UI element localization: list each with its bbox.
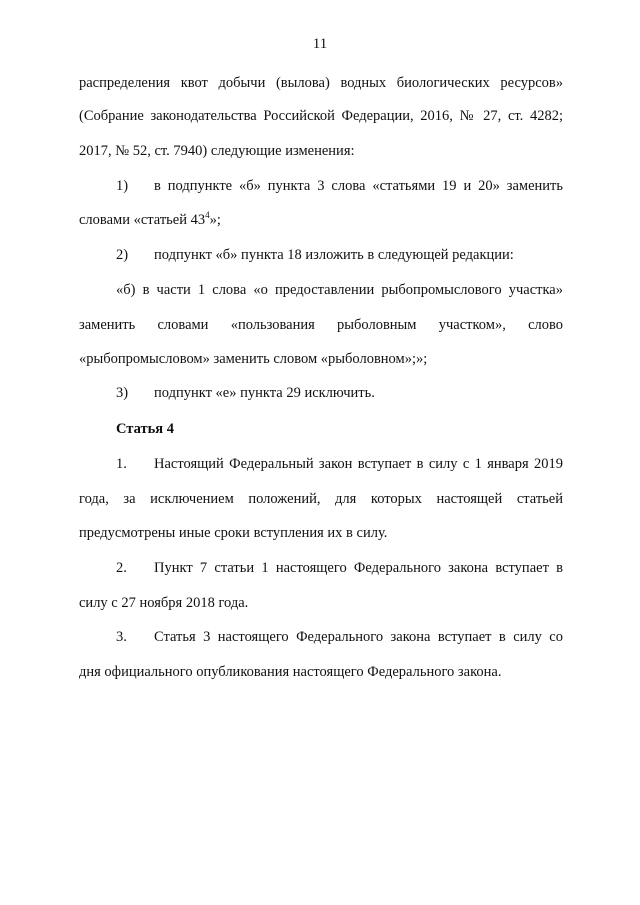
page-number: 11 <box>312 36 328 52</box>
quote-line: «б) в части 1 слова «о предоставлении рыбопромыслового участка» <box>116 282 563 298</box>
list-item-text: подпункт «е» пункта 29 исключить. <box>154 385 375 401</box>
quote-line: «рыбопромысловом» заменить словом «рыболовном»;»; <box>79 351 428 367</box>
list-item-text: Статья 3 настоящего Федерального закона вступает в силу со <box>154 629 563 645</box>
quote-line: заменить словами «пользования рыболовным участком», слово <box>79 317 563 333</box>
text-fragment: »; <box>209 212 221 228</box>
list-item-text: Пункт 7 статьи 1 настоящего Федерального закона вступает в <box>154 560 563 576</box>
paragraph-line: распределения квот добычи (вылова) водных биологических ресурсов» <box>79 75 563 91</box>
list-item-number: 3. <box>116 629 127 645</box>
list-item-text: в подпункте «б» пункта 3 слова «статьями 19 и 20» заменить <box>154 178 563 194</box>
text-fragment: словами «статьей 43 <box>79 212 206 228</box>
list-item-text: подпункт «б» пункта 18 изложить в следующей редакции: <box>154 247 514 263</box>
paragraph-line: 2017, № 52, ст. 7940) следующие изменения: <box>79 143 355 159</box>
list-item-text: Настоящий Федеральный закон вступает в силу с 1 января 2019 <box>154 456 563 472</box>
list-item-number: 1. <box>116 456 127 472</box>
paragraph-line: года, за исключением положений, для которых настоящей статьей <box>79 491 563 507</box>
paragraph-line <box>79 211 563 229</box>
paragraph-line: (Собрание законодательства Российской Федерации, 2016, № 27, ст. 4282; <box>79 108 563 124</box>
list-item-number: 2. <box>116 560 127 576</box>
paragraph-line: дня официального опубликования настоящего Федерального закона. <box>79 664 502 680</box>
article-heading: Статья 4 <box>116 421 174 437</box>
superscript: 4 <box>205 210 210 220</box>
paragraph-line: предусмотрены иные сроки вступления их в силу. <box>79 525 388 541</box>
list-item-number: 1) <box>116 178 129 194</box>
list-item-number: 3) <box>116 385 129 401</box>
list-item-number: 2) <box>116 247 129 263</box>
paragraph-line: силу с 27 ноября 2018 года. <box>79 595 249 611</box>
